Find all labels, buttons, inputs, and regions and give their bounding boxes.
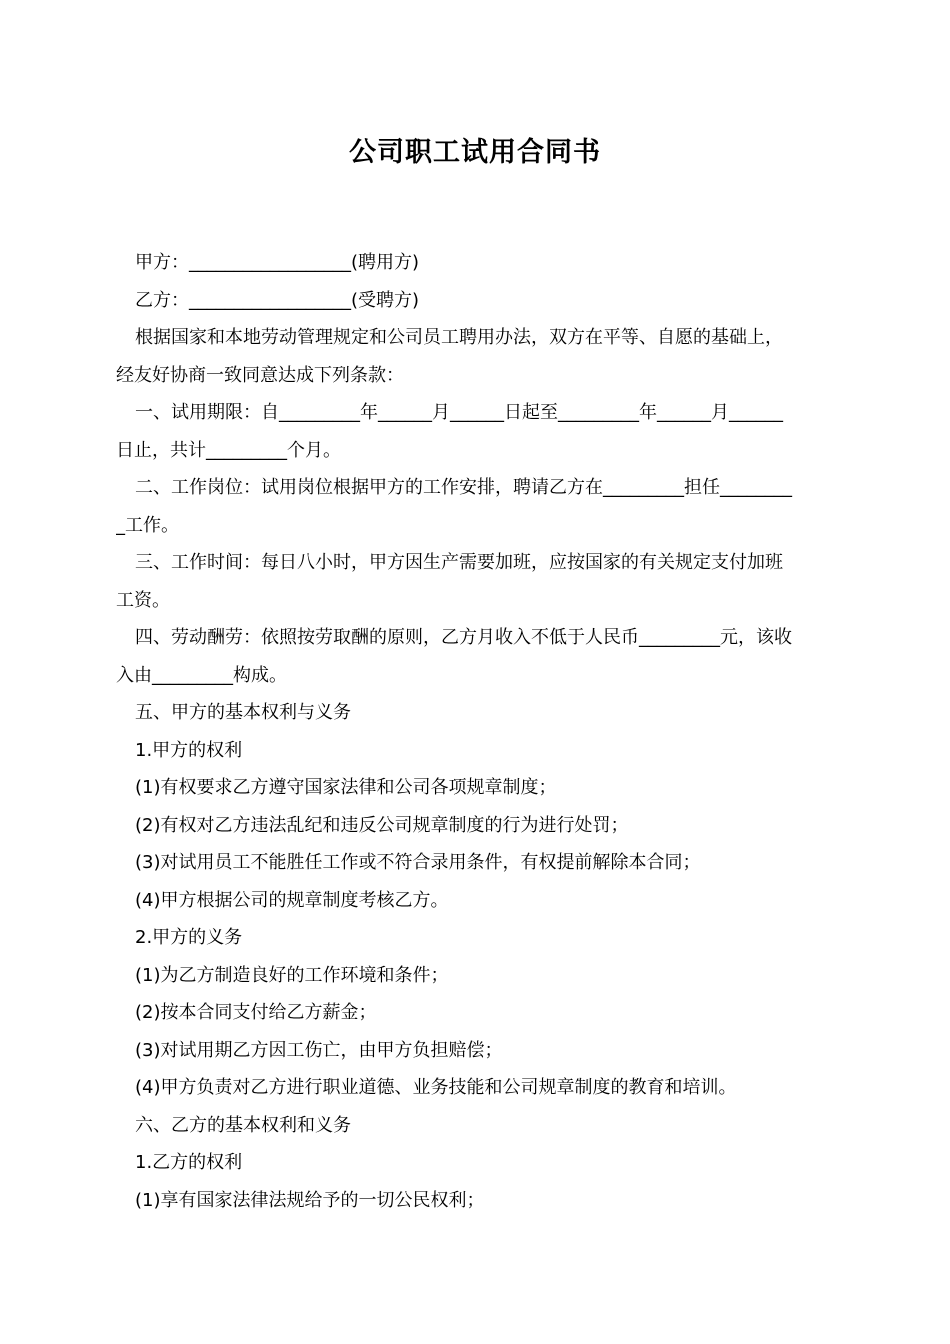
clause-3-line: 三、工作时间：每日八小时，甲方因生产需要加班，应按国家的有关规定支付加班 — [135, 552, 783, 573]
preamble-line: 根据国家和本地劳动管理规定和公司员工聘用办法，双方在平等、自愿的基础上， — [135, 327, 783, 348]
clause-3-continued: 工资。 — [116, 589, 170, 611]
list-item: (2)按本合同支付给乙方薪金； — [135, 1002, 377, 1023]
list-item: (1)为乙方制造良好的工作环境和条件； — [135, 964, 449, 986]
preamble-continued: 经友好协商一致同意达成下列条款： — [116, 364, 404, 386]
clause-4-continued: 入由_________构成。 — [116, 664, 287, 686]
party-b-rights-heading: 1.乙方的权利 — [135, 1152, 243, 1173]
list-item: (1)享有国家法律法规给予的一切公民权利； — [135, 1189, 485, 1211]
list-item: (4)甲方负责对乙方进行职业道德、业务技能和公司规章制度的教育和培训。 — [135, 1077, 737, 1098]
clause-6-heading: 六、乙方的基本权利和义务 — [135, 1114, 351, 1136]
party-a-rights-heading: 1.甲方的权利 — [135, 739, 243, 761]
list-item: (3)对试用期乙方因工伤亡，由甲方负担赔偿； — [135, 1039, 503, 1061]
list-item: (4)甲方根据公司的规章制度考核乙方。 — [135, 889, 449, 911]
party-b-line: 乙方：__________________(受聘方) — [135, 289, 420, 311]
document-body — [116, 244, 836, 1219]
clause-2-line: 二、工作岗位：试用岗位根据甲方的工作安排，聘请乙方在_________担任________ — [135, 477, 792, 498]
list-item: (2)有权对乙方违法乱纪和违反公司规章制度的行为进行处罚； — [135, 814, 629, 836]
list-item: (3)对试用员工不能胜任工作或不符合录用条件，有权提前解除本合同； — [135, 852, 701, 873]
clause-5-heading: 五、甲方的基本权利与义务 — [135, 702, 351, 723]
clause-4-line: 四、劳动酬劳：依照按劳取酬的原则，乙方月收入不低于人民币_________元，该收 — [135, 627, 792, 648]
party-a-duties-heading: 2.甲方的义务 — [135, 927, 243, 948]
clause-1-line: 一、试用期限：自_________年______月______日起至_________年______月______ — [135, 402, 783, 423]
list-item: (1)有权要求乙方遵守国家法律和公司各项规章制度； — [135, 777, 557, 798]
document-title: 公司职工试用合同书 — [349, 137, 601, 168]
party-a-line: 甲方：__________________(聘用方) — [135, 252, 420, 273]
clause-1-continued: 日止，共计_________个月。 — [116, 439, 341, 461]
clause-2-continued: _工作。 — [116, 514, 179, 536]
